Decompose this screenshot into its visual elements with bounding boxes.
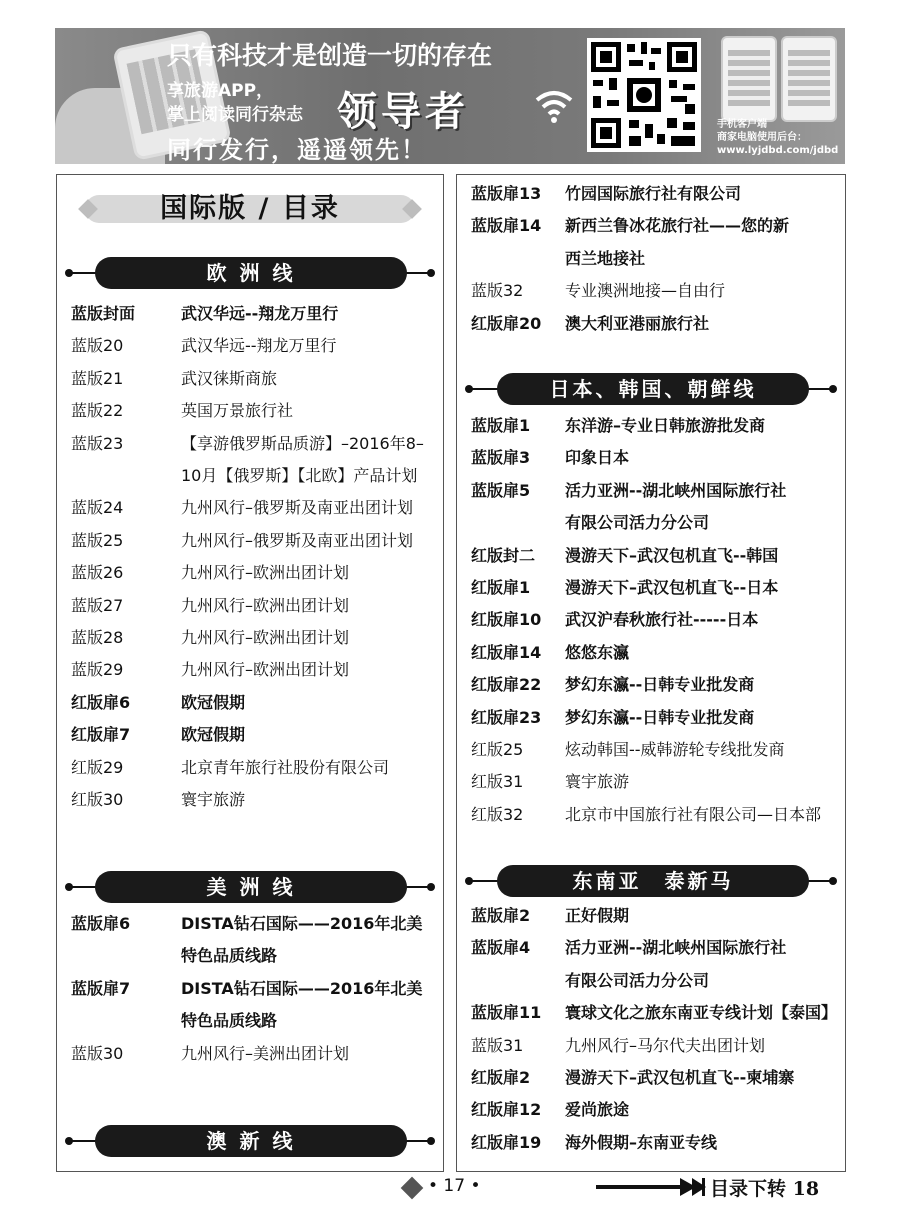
toc-entry[interactable] xyxy=(471,642,831,664)
toc-entry-page: 蓝版扉11 xyxy=(471,1003,542,1023)
section-header-jkn: 日本、韩国、朝鲜线 xyxy=(465,373,837,405)
toc-entry-page: 蓝版24 xyxy=(71,498,124,518)
banner-tagline: 同行发行，遥遥领先！ xyxy=(167,136,427,164)
toc-entry-page: 蓝版扉7 xyxy=(71,978,131,998)
toc-entry[interactable] xyxy=(471,771,831,793)
toc-entry[interactable] xyxy=(71,303,431,325)
banner-app-text: 享旅游APP， xyxy=(167,81,274,101)
toc-entry-title: 欧冠假期 xyxy=(181,725,246,745)
toc-entry-page: 蓝版26 xyxy=(71,563,124,583)
toc-entry-page: 红版扉10 xyxy=(471,610,542,630)
app-url[interactable]: www.lyjdbd.com/jdbd xyxy=(717,145,839,156)
toc-entry[interactable] xyxy=(471,1035,831,1057)
toc-entry[interactable] xyxy=(471,577,831,599)
toc-entry-title: 有限公司活力分公司 xyxy=(565,970,710,990)
arrow-right-icon xyxy=(596,1176,706,1198)
toc-entry-title: 武汉徕斯商旅 xyxy=(181,368,278,388)
toc-entry[interactable] xyxy=(471,415,831,437)
toc-right-column xyxy=(456,174,846,1172)
toc-entry-page: 蓝版22 xyxy=(71,401,124,421)
toc-entry-title: 东洋游–专业日韩旅游批发商 xyxy=(565,416,766,435)
toc-entry-title: 九州风行–欧洲出团计划 xyxy=(181,563,350,583)
banner-leader-text: 领导者 xyxy=(337,89,469,135)
toc-entry-page: 红版扉20 xyxy=(471,313,542,333)
toc-entry-page: 蓝版扉2 xyxy=(471,906,531,925)
qr-code[interactable] xyxy=(587,38,701,152)
toc-entry-page: 红版31 xyxy=(471,772,524,792)
toc-entry[interactable] xyxy=(71,595,431,617)
toc-entry-title: DISTA钻石国际——2016年北美 xyxy=(181,978,423,998)
toc-entry-page: 红版30 xyxy=(71,790,124,809)
toc-entry[interactable] xyxy=(471,970,831,992)
toc-entry[interactable] xyxy=(471,215,831,237)
toc-entry-title: 【享游俄罗斯品质游】–2016年8– xyxy=(181,433,424,453)
toc-entry[interactable] xyxy=(471,707,831,729)
toc-entry-page: 蓝版扉3 xyxy=(471,448,531,468)
toc-entry-title: 寰球文化之旅东南亚专线计划【泰国】 xyxy=(565,1003,838,1023)
toc-entry-page: 红版扉22 xyxy=(471,675,542,695)
toc-entry[interactable] xyxy=(471,480,831,502)
phone-screenshot-2 xyxy=(781,36,837,122)
toc-entry[interactable] xyxy=(71,465,431,487)
page-logo-icon xyxy=(401,1177,424,1200)
toc-entry-page: 红版25 xyxy=(471,740,524,759)
toc-entry[interactable] xyxy=(71,789,431,811)
toc-entry-title: 新西兰鲁冰花旅行社——您的新 xyxy=(565,216,790,236)
toc-entry[interactable] xyxy=(471,905,831,927)
toc-entry[interactable] xyxy=(71,335,431,357)
toc-entry-page: 蓝版21 xyxy=(71,368,124,388)
toc-entry[interactable] xyxy=(71,368,431,390)
toc-entry-page: 蓝版扉13 xyxy=(471,184,542,203)
toc-entry-title: 10月【俄罗斯】【北欧】产品计划 xyxy=(181,466,418,485)
toc-left-column xyxy=(56,174,444,1172)
toc-title-banner xyxy=(85,189,415,229)
section-header-america: 美 洲 线 xyxy=(65,871,435,903)
toc-entry-page: 蓝版29 xyxy=(71,660,124,680)
phone-screenshot-1 xyxy=(721,36,777,122)
toc-entry-page: 蓝版扉14 xyxy=(471,216,542,236)
toc-entry-title: 武汉华远--翔龙万里行 xyxy=(181,304,339,323)
banner-magazine-text: 掌上阅读同行杂志 xyxy=(167,105,303,125)
toc-entry-title: 九州风行–欧洲出团计划 xyxy=(181,660,350,680)
toc-entry-page: 红版扉23 xyxy=(471,707,542,727)
toc-entry-page: 蓝版31 xyxy=(471,1035,524,1055)
toc-entry-title: 有限公司活力分公司 xyxy=(565,513,710,533)
section-header-oceania: 澳 新 线 xyxy=(65,1125,435,1157)
toc-entry-page: 蓝版28 xyxy=(71,628,124,647)
toc-entry[interactable] xyxy=(471,1099,831,1121)
toc-entry-title: 梦幻东瀛--日韩专业批发商 xyxy=(565,707,755,727)
toc-entry-title: 武汉华远--翔龙万里行 xyxy=(181,336,337,356)
toc-entry[interactable] xyxy=(71,400,431,422)
toc-entry[interactable] xyxy=(471,545,831,567)
toc-entry-page: 红版扉1 xyxy=(471,578,531,597)
toc-entry-title: 寰宇旅游 xyxy=(565,772,630,792)
toc-entry-title: 活力亚洲--湖北峡州国际旅行社 xyxy=(565,938,787,958)
toc-entry[interactable] xyxy=(71,724,431,746)
toc-entry[interactable] xyxy=(471,183,831,205)
toc-entry-page: 蓝版扉4 xyxy=(471,938,531,958)
toc-entry-page: 蓝版扉1 xyxy=(471,416,531,435)
app-label-client: 手机客户端 xyxy=(717,119,767,130)
continued-next-page[interactable]: 目录下转 18 xyxy=(710,1178,820,1200)
toc-entry[interactable] xyxy=(471,447,831,469)
wifi-icon xyxy=(533,84,575,126)
toc-entry-title: 寰宇旅游 xyxy=(181,790,246,809)
toc-entry-title: DISTA钻石国际——2016年北美 xyxy=(181,914,423,933)
toc-entry-title: 漫游天下–武汉包机直飞--韩国 xyxy=(565,545,779,565)
toc-entry-page: 蓝版封面 xyxy=(71,304,136,323)
toc-entry-title: 九州风行–俄罗斯及南亚出团计划 xyxy=(181,498,414,518)
toc-entry[interactable] xyxy=(71,1043,431,1065)
toc-entry-page: 蓝版27 xyxy=(71,595,124,615)
toc-entry-title: 欧冠假期 xyxy=(181,692,246,712)
toc-entry-page: 蓝版扉6 xyxy=(71,914,131,933)
page-number: • 17 • xyxy=(428,1176,481,1196)
toc-entry[interactable] xyxy=(71,913,431,935)
toc-entry[interactable] xyxy=(71,627,431,649)
toc-entry-page: 蓝版25 xyxy=(71,530,124,550)
toc-entry[interactable] xyxy=(71,978,431,1000)
toc-entry-title: 漫游天下–武汉包机直飞--柬埔寨 xyxy=(565,1068,795,1087)
toc-entry[interactable] xyxy=(471,512,831,534)
toc-entry[interactable] xyxy=(71,945,431,967)
toc-entry[interactable] xyxy=(471,1067,831,1089)
toc-entry[interactable] xyxy=(71,433,431,455)
toc-entry[interactable] xyxy=(471,1002,838,1024)
toc-entry-title: 活力亚洲--湖北峡州国际旅行社 xyxy=(565,480,787,500)
toc-entry-title: 海外假期–东南亚专线 xyxy=(565,1132,718,1152)
toc-entry[interactable] xyxy=(471,248,831,270)
toc-entry-title: 北京青年旅行社股份有限公司 xyxy=(181,757,390,777)
toc-entry[interactable] xyxy=(71,692,431,714)
toc-entry[interactable] xyxy=(471,609,831,631)
toc-entry-title: 九州风行–马尔代夫出团计划 xyxy=(565,1035,766,1055)
toc-entry-title: 梦幻东瀛--日韩专业批发商 xyxy=(565,675,755,695)
toc-title: 国际版 / 目录 xyxy=(160,193,340,224)
toc-entry-title: 澳大利亚港丽旅行社 xyxy=(565,313,710,333)
toc-entry-page: 蓝版扉5 xyxy=(471,480,531,500)
toc-entry[interactable] xyxy=(71,562,431,584)
toc-entry[interactable] xyxy=(471,804,831,826)
toc-entry-page: 蓝版32 xyxy=(471,281,524,301)
toc-entry-title: 九州风行–俄罗斯及南亚出团计划 xyxy=(181,530,414,550)
toc-entry-title: 武汉沪春秋旅行社-----日本 xyxy=(565,610,759,630)
toc-entry-page: 红版扉19 xyxy=(471,1132,542,1152)
toc-entry-page: 红版扉12 xyxy=(471,1100,542,1120)
toc-entry-page: 蓝版23 xyxy=(71,433,124,453)
section-header-sea: 东南亚 泰新马 xyxy=(465,865,837,897)
toc-entry-title: 悠悠东瀛 xyxy=(565,642,630,662)
toc-entry[interactable] xyxy=(71,659,431,681)
toc-entry-title: 特色品质线路 xyxy=(181,946,278,966)
toc-entry-title: 炫动韩国--威韩游轮专线批发商 xyxy=(565,740,785,759)
toc-entry-title: 英国万景旅行社 xyxy=(181,401,294,421)
toc-entry-title: 印象日本 xyxy=(565,448,630,468)
toc-entry-title: 竹园国际旅行社有限公司 xyxy=(565,184,742,203)
toc-entry-page: 红版封二 xyxy=(471,545,536,565)
toc-entry-title: 特色品质线路 xyxy=(181,1011,278,1031)
banner-slogan: 只有科技才是创造一切的存在 xyxy=(167,41,493,70)
toc-entry[interactable] xyxy=(471,1132,831,1154)
toc-entry-title: 九州风行–美洲出团计划 xyxy=(181,1043,350,1063)
toc-entry-page: 蓝版20 xyxy=(71,336,124,356)
app-preview xyxy=(717,32,841,158)
toc-entry-page: 蓝版30 xyxy=(71,1043,124,1063)
toc-entry[interactable] xyxy=(71,497,431,519)
toc-entry-title: 九州风行–欧洲出团计划 xyxy=(181,595,350,615)
toc-entry-title: 北京市中国旅行社有限公司—日本部 xyxy=(565,804,822,824)
toc-entry-title: 九州风行–欧洲出团计划 xyxy=(181,628,350,647)
toc-entry-page: 红版扉2 xyxy=(471,1068,531,1087)
app-info xyxy=(717,118,838,157)
toc-entry[interactable] xyxy=(471,674,831,696)
toc-entry-page: 红版29 xyxy=(71,757,124,777)
section-header-europe: 欧 洲 线 xyxy=(65,257,435,289)
toc-entry-title: 专业澳洲地接—自由行 xyxy=(565,281,726,301)
toc-entry-page: 红版扉7 xyxy=(71,725,131,745)
toc-entry-title: 漫游天下–武汉包机直飞--日本 xyxy=(565,578,779,597)
toc-entry-title: 西兰地接社 xyxy=(565,248,646,268)
toc-entry[interactable] xyxy=(71,530,431,552)
toc-entry[interactable] xyxy=(471,313,831,335)
toc-entry[interactable] xyxy=(471,937,831,959)
toc-entry-title: 爱尚旅途 xyxy=(565,1100,630,1120)
toc-entry-page: 红版扉14 xyxy=(471,642,542,662)
toc-entry[interactable] xyxy=(71,1010,431,1032)
toc-entry[interactable] xyxy=(71,757,431,779)
toc-entry-page: 红版32 xyxy=(471,804,524,824)
toc-entry-title: 正好假期 xyxy=(565,906,630,925)
app-label-backend: 商家电脑使用后台： xyxy=(717,132,807,143)
toc-entry-page: 红版扉6 xyxy=(71,692,131,712)
toc-entry[interactable] xyxy=(471,280,831,302)
header-banner xyxy=(55,28,845,164)
toc-entry[interactable] xyxy=(471,739,831,761)
